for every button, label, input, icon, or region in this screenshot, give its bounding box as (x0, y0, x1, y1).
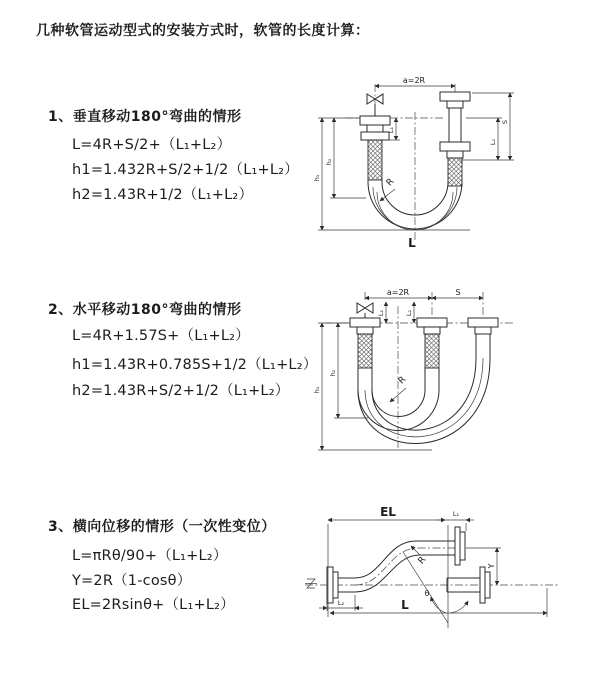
dim-label-a2r: a=2R (386, 288, 410, 297)
dim-label-l2: L₂ (489, 138, 497, 146)
dim-label-el: EL (380, 505, 396, 519)
section2-formula-h2: h2=1.43R+S/2+1/2（L₁+L₂） (72, 383, 290, 399)
valve-icon (367, 94, 383, 116)
section2-formula-h1: h1=1.43R+0.785S+1/2（L₁+L₂） (72, 357, 318, 373)
diagram-lateral-displacement (300, 495, 600, 655)
section1-heading: 1、垂直移动180°弯曲的情形 (48, 109, 242, 125)
dimension-l2 (489, 118, 498, 160)
section3-formula-EL: EL=2Rsinθ+（L₁+L₂） (72, 597, 235, 613)
right-pipe (440, 92, 470, 186)
dimension-h2 (325, 118, 366, 198)
dimension-a2r (375, 76, 455, 86)
section1-formula-h2: h2=1.43R+1/2（L₁+L₂） (72, 187, 254, 203)
dim-label-l2: L₂ (405, 309, 413, 317)
dim-label-y: Y (487, 563, 496, 569)
dim-label-h1: h₁ (313, 386, 321, 394)
section3-heading: 3、横向位移的情形（一次性变位） (48, 519, 276, 535)
dim-label-l1: L₁ (452, 510, 460, 518)
dim-label-l2: L₂ (337, 599, 345, 607)
radius-leader (390, 375, 408, 402)
lower-right-flange (480, 567, 490, 603)
section3-formula-L: L=πRθ/90+（L₁+L₂） (72, 548, 228, 564)
dim-label-theta: θ (424, 589, 430, 598)
dim-label-h2: h₂ (329, 369, 337, 377)
dim-label-l1: L₁ (377, 309, 385, 317)
hose-u-position2 (358, 358, 490, 444)
dim-label-r: R (396, 374, 409, 387)
right-pipe (468, 318, 498, 358)
section2-heading: 2、水平移动180°弯曲的情形 (48, 302, 242, 318)
dim-label-h2: h₂ (325, 158, 333, 166)
section1-formula-L: L=4R+S/2+（L₁+L₂） (72, 137, 232, 153)
valve-icon (357, 303, 373, 318)
break-symbol (305, 579, 317, 588)
hose-s-curve (355, 541, 455, 592)
angle-theta (425, 589, 468, 613)
page-title: 几种软管运动型式的安装方式时，软管的长度计算： (36, 23, 370, 39)
dim-label-h1: h₁ (313, 174, 321, 182)
middle-pipe (417, 318, 447, 368)
dim-label-r: R (416, 555, 429, 567)
dim-label-l: L (408, 236, 416, 250)
dim-label-l: L (401, 598, 409, 612)
dimension-l (330, 588, 547, 617)
diagram-vertical-180-bend (310, 70, 590, 260)
dimension-s (432, 288, 483, 298)
dimension-l2 (319, 595, 363, 611)
dim-label-s: S (455, 288, 461, 297)
centerlines (345, 84, 455, 242)
section2-formula-L: L=4R+1.57S+（L₁+L₂） (72, 328, 250, 344)
section3-formula-Y: Y=2R（1-cosθ） (72, 573, 192, 589)
dim-label-l1: L₁ (387, 126, 395, 134)
dim-label-a2r: a=2R (402, 76, 426, 85)
section1-formula-h1: h1=1.432R+S/2+1/2（L₁+L₂） (72, 162, 299, 178)
dim-label-s: S (501, 119, 509, 125)
dim-label-r: R (384, 176, 397, 189)
construction-lines (403, 525, 448, 628)
left-pipe (350, 318, 380, 368)
dimension-a2r (365, 288, 432, 298)
diagram-horizontal-180-bend (310, 280, 600, 465)
left-pipe (360, 116, 390, 180)
upper-right-flange (455, 527, 465, 565)
dimension-l2 (405, 302, 414, 323)
